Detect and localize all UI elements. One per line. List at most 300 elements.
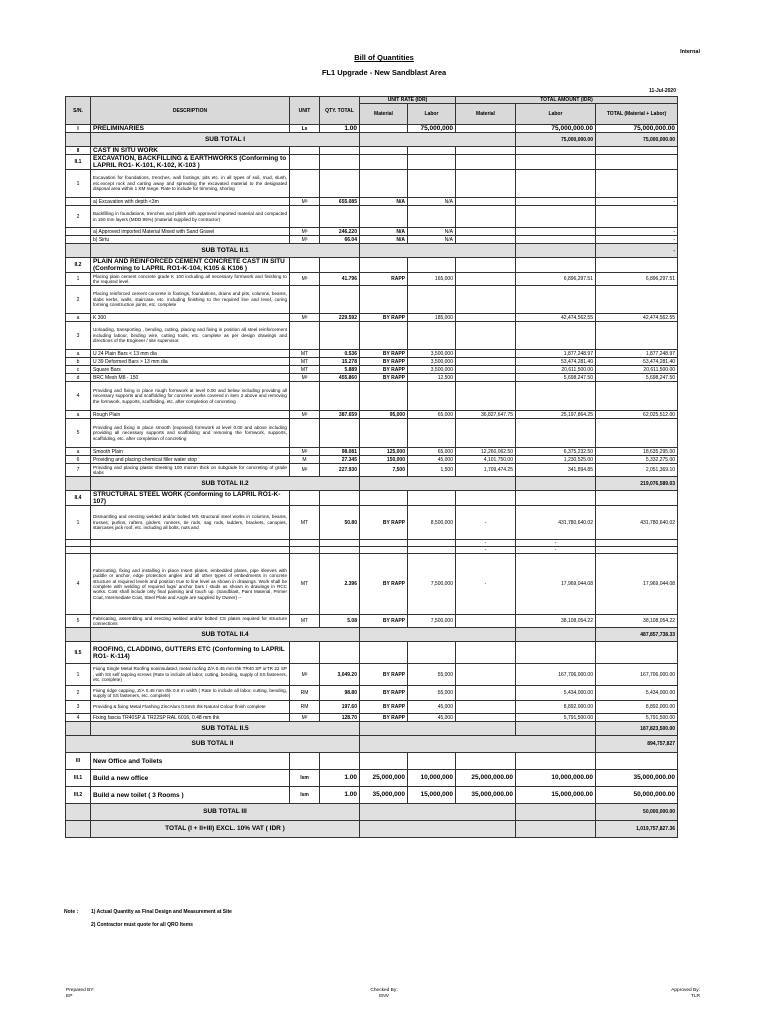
row-qty: 655.085 xyxy=(320,198,360,206)
row-amount-labor xyxy=(516,258,596,273)
row-rate-material: RAPP xyxy=(360,273,408,286)
subtotal-row xyxy=(66,804,678,821)
row-unit: M² xyxy=(290,464,320,477)
row-rate-material xyxy=(360,382,408,411)
classification-label: Internal xyxy=(680,49,700,55)
col-amount-material: Material xyxy=(456,104,516,125)
row-amount-labor: 42,474,562.55 xyxy=(516,314,596,322)
row-amount-total: 35,000,000.00 xyxy=(596,770,678,787)
row-amount-labor: 5,791,500.00 xyxy=(516,714,596,722)
table-row xyxy=(66,147,678,155)
row-rate-material: BY RAPP xyxy=(360,366,408,374)
col-total-amount: TOTAL AMOUNT (IDR) xyxy=(456,97,678,104)
row-rate-labor xyxy=(408,540,456,547)
row-amount-material: 25,000,000.00 xyxy=(456,770,516,787)
row-rate-material: 95,000 xyxy=(360,411,408,419)
row-description: Providing and fixing in place smooth (exposed) formwork at level 0.00 and above including providing all necessary supports and scaffolding and removing the formwork, supports, scaffolding, etc. after completion of concreting xyxy=(91,419,290,448)
row-unit: MT xyxy=(290,350,320,358)
note-2: 2) Contractor must quote for all QRO Items xyxy=(91,922,193,928)
row-description xyxy=(91,547,290,554)
row-rate-material: N/A xyxy=(360,198,408,206)
row-amount-labor: 5,698,247.50 xyxy=(516,374,596,382)
row-amount-total xyxy=(596,206,678,228)
table-row xyxy=(66,419,678,448)
table-row xyxy=(66,314,678,322)
row-rate-labor: 45,000 xyxy=(408,714,456,722)
checked-by-label: Checked By: xyxy=(370,988,398,993)
row-rate-labor xyxy=(408,147,456,155)
row-qty xyxy=(320,206,360,228)
subtotal-amount: - xyxy=(596,244,678,258)
row-unit: M³ xyxy=(290,273,320,286)
row-qty: 128.70 xyxy=(320,714,360,722)
row-amount-material: 1,709,474.25 xyxy=(456,464,516,477)
row-amount-total: 17,969,044.08 xyxy=(596,554,678,615)
row-number: 4 xyxy=(66,714,91,722)
col-qty: QTY. TOTAL xyxy=(320,97,360,125)
row-rate-labor xyxy=(408,547,456,554)
row-number: 2 xyxy=(66,686,91,701)
row-rate-labor: 65,000 xyxy=(408,448,456,456)
row-number: b xyxy=(66,358,91,366)
subtotal-label: SUB TOTAL II.5 xyxy=(91,722,360,736)
row-rate-material: BY RAPP xyxy=(360,374,408,382)
row-qty: 27.345 xyxy=(320,456,360,464)
row-qty: 197.60 xyxy=(320,701,360,714)
row-unit: MT xyxy=(290,506,320,540)
row-rate-labor: 15,000,000 xyxy=(408,787,456,804)
table-row xyxy=(66,273,678,286)
subtotal-amount: 487,857,738.33 xyxy=(596,628,678,642)
row-description: Providing & fixing Metal Flashing ZincAlum 0.5mm thk Natural Colour finish complete xyxy=(91,701,290,714)
row-amount-labor: 10,000,000.00 xyxy=(516,770,596,787)
row-amount-material xyxy=(456,350,516,358)
row-unit xyxy=(290,382,320,411)
row-amount-labor: 341,894.85 xyxy=(516,464,596,477)
subtotal-empty-cell xyxy=(360,736,596,753)
row-amount-total: 6,896,297.51 xyxy=(596,273,678,286)
row-amount-material xyxy=(456,206,516,228)
row-description: Fixing Single Metal Roofing noninsulated, metal roofing Z/A 0.45 mm thk TR40 SP orTR 22 SP , with SS self tapping screws (Rate to include all labor, cutting, bending, supply of SS fasteners, etc. complete) xyxy=(91,664,290,686)
row-number: 1 xyxy=(66,273,91,286)
row-description: New Office and Toilets xyxy=(91,753,290,770)
row-rate-labor xyxy=(408,382,456,411)
row-unit xyxy=(290,258,320,273)
subtotal-row xyxy=(66,133,678,147)
row-amount-labor: 38,108,054.22 xyxy=(516,615,596,628)
row-unit xyxy=(290,170,320,198)
row-rate-labor xyxy=(408,491,456,506)
row-qty: 3,049.20 xyxy=(320,664,360,686)
table-row xyxy=(66,540,678,547)
row-qty: 98.081 xyxy=(320,448,360,456)
table-row xyxy=(66,753,678,770)
row-amount-total: - xyxy=(596,236,678,244)
row-qty xyxy=(320,147,360,155)
row-description: Providing and fixing in place rough formwork at level 0.00 and below including providing all necessary supports and scaffolding for concrete works covered in item 2 above and removing the formwork, supports, scaffolding, etc. after completion of concreting xyxy=(91,382,290,411)
table-row xyxy=(66,286,678,314)
table-row xyxy=(66,170,678,198)
row-amount-labor: - xyxy=(516,540,596,547)
row-rate-labor: 185,000 xyxy=(408,314,456,322)
row-description: STRUCTURAL STEEL WORK (Conforming to LAPRIL RO1-K-107) xyxy=(91,491,290,506)
subtotal-empty-cell xyxy=(66,821,91,838)
row-amount-labor: 75,000,000.00 xyxy=(516,125,596,133)
subtotal-empty-cell xyxy=(66,477,91,491)
row-amount-material xyxy=(456,701,516,714)
subtotal-labor-amount xyxy=(516,244,596,258)
row-amount-total xyxy=(596,258,678,273)
row-amount-material: - xyxy=(456,547,516,554)
note-label: Note : xyxy=(64,909,79,915)
row-qty xyxy=(320,547,360,554)
document-subtitle: FL1 Upgrade - New Sandblast Area xyxy=(321,68,447,77)
row-qty xyxy=(320,322,360,350)
subtotal-label: TOTAL (I + II+III) EXCL. 10% VAT ( IDR ) xyxy=(91,821,360,838)
row-amount-total xyxy=(596,491,678,506)
row-description: Build a new toilet ( 3 Rooms ) xyxy=(91,787,290,804)
row-number: d xyxy=(66,374,91,382)
table-row xyxy=(66,228,678,236)
row-unit xyxy=(290,547,320,554)
row-qty: 98.80 xyxy=(320,686,360,701)
row-rate-labor: 45,000 xyxy=(408,701,456,714)
row-number: I xyxy=(66,125,91,133)
row-description: U 24 Plain Bars < 13 mm dia xyxy=(91,350,290,358)
row-number xyxy=(66,228,91,236)
row-unit xyxy=(290,540,320,547)
row-rate-material xyxy=(360,147,408,155)
approved-by-block xyxy=(671,988,700,1000)
subtotal-row xyxy=(66,736,678,753)
row-amount-labor xyxy=(516,147,596,155)
row-amount-total xyxy=(596,540,678,547)
row-rate-labor xyxy=(408,258,456,273)
subtotal-label: SUB TOTAL II.4 xyxy=(91,628,360,642)
subtotal-empty-cell xyxy=(360,804,516,821)
row-rate-labor: 55,000 xyxy=(408,686,456,701)
row-rate-labor: 165,000 xyxy=(408,273,456,286)
row-amount-total: 42,474,562.55 xyxy=(596,314,678,322)
row-description: Backfilling in foundations, trenches and plinth with approved imported material and compacted in 150 mm layers (MDD 95%) (material supplied by contractor) xyxy=(91,206,290,228)
row-amount-material xyxy=(456,198,516,206)
row-qty xyxy=(320,382,360,411)
row-number: III.2 xyxy=(66,787,91,804)
row-rate-material: BY RAPP xyxy=(360,714,408,722)
row-rate-labor: N/A xyxy=(408,236,456,244)
row-amount-labor xyxy=(516,155,596,170)
row-amount-total xyxy=(596,147,678,155)
row-qty: 50.80 xyxy=(320,506,360,540)
row-qty: 5.08 xyxy=(320,615,360,628)
row-rate-material xyxy=(360,419,408,448)
row-rate-material: BY RAPP xyxy=(360,615,408,628)
col-unit-rate: UNIT RATE (IDR) xyxy=(360,97,456,104)
row-amount-material xyxy=(456,228,516,236)
row-qty: 1.00 xyxy=(320,125,360,133)
row-amount-total: 50,000,000.00 xyxy=(596,787,678,804)
row-amount-total: 167,706,000.00 xyxy=(596,664,678,686)
row-amount-labor xyxy=(516,753,596,770)
row-description: ROOFING, CLADDING, GUTTERS ETC (Conforming to LAPRIL RO1- K-114) xyxy=(91,642,290,664)
row-rate-labor: 10,000,000 xyxy=(408,770,456,787)
row-amount-material xyxy=(456,236,516,244)
row-number: III xyxy=(66,753,91,770)
subtotal-empty-cell xyxy=(66,628,91,642)
row-rate-labor: 3,500,000 xyxy=(408,366,456,374)
row-qty: 2.396 xyxy=(320,554,360,615)
row-description: Dismantling and erecting welded and/or bolted MS structural steel works in columns, beams, trusses, purlins, rafters, girders, runners, tie rods, sag rods, ladders, brackets, canopies, staircases jack roof, etc. including all bolts, nuts and xyxy=(91,506,290,540)
row-rate-labor xyxy=(408,155,456,170)
row-description: U 39 Deformed Bars > 13 mm dia xyxy=(91,358,290,366)
row-amount-material xyxy=(456,170,516,198)
subtotal-empty-cell xyxy=(360,722,516,736)
row-amount-labor: 6,375,232.50 xyxy=(516,448,596,456)
row-unit xyxy=(290,419,320,448)
row-unit xyxy=(290,491,320,506)
row-number: 1 xyxy=(66,664,91,686)
row-rate-material xyxy=(360,547,408,554)
row-rate-labor: 75,000,000 xyxy=(408,125,456,133)
row-rate-labor: N/A xyxy=(408,198,456,206)
row-amount-labor: 15,000,000.00 xyxy=(516,787,596,804)
row-qty xyxy=(320,642,360,664)
row-unit: lsm xyxy=(290,770,320,787)
table-row xyxy=(66,358,678,366)
subtotal-empty-cell xyxy=(66,722,91,736)
row-rate-labor: 12,500 xyxy=(408,374,456,382)
row-amount-labor xyxy=(516,236,596,244)
row-amount-total: 1,877,248.97 xyxy=(596,350,678,358)
row-amount-labor: 5,434,000.00 xyxy=(516,686,596,701)
row-amount-labor: 1,230,525.00 xyxy=(516,456,596,464)
row-amount-material: 35,000,000.00 xyxy=(456,787,516,804)
row-unit: M² xyxy=(290,448,320,456)
row-amount-total: 38,108,054.22 xyxy=(596,615,678,628)
row-number xyxy=(66,236,91,244)
row-unit: MT xyxy=(290,366,320,374)
row-amount-material xyxy=(456,366,516,374)
row-amount-material xyxy=(456,714,516,722)
subtotal-row xyxy=(66,477,678,491)
row-amount-total: 431,780,640.02 xyxy=(596,506,678,540)
table-row xyxy=(66,350,678,358)
row-unit: MT xyxy=(290,554,320,615)
table-row xyxy=(66,615,678,628)
row-amount-total: 20,611,500.00 xyxy=(596,366,678,374)
row-description: Fabricating, fixing and installing in place Insert plates, embedded plates, pipe sleeves with puddle or anchor, edge protection angles and all other types of embedments in concrete structure at required levels and position true to line level as shown in drawings. Work shall be complete with welding of required lugs/ anchor bars / studs as shown in drawings in RCC works. Cost shall include only final painting and touch up. (Sandblast, Paint Material, Primer Coat, Intermediate Coat, Steel Plate and Angle are supplied by Owner) -- xyxy=(91,554,290,615)
row-number: 5 xyxy=(66,419,91,448)
row-amount-labor: 53,474,281.40 xyxy=(516,358,596,366)
row-rate-material xyxy=(360,642,408,664)
row-amount-total xyxy=(596,155,678,170)
table-row xyxy=(66,770,678,787)
row-amount-labor: 1,877,248.97 xyxy=(516,350,596,358)
row-qty: 15.278 xyxy=(320,358,360,366)
row-amount-material xyxy=(456,491,516,506)
row-amount-total: 5,434,000.00 xyxy=(596,686,678,701)
row-number: a xyxy=(66,314,91,322)
row-rate-labor xyxy=(408,170,456,198)
row-number: 4 xyxy=(66,382,91,411)
row-rate-material: 7,500 xyxy=(360,464,408,477)
col-sn: S/N. xyxy=(66,97,91,125)
row-qty: 246.220 xyxy=(320,228,360,236)
col-amount-labor: Labor xyxy=(516,104,596,125)
row-unit: M² xyxy=(290,664,320,686)
row-qty: 229.592 xyxy=(320,314,360,322)
row-amount-labor xyxy=(516,382,596,411)
row-rate-labor: 8,500,000 xyxy=(408,506,456,540)
row-amount-material xyxy=(456,258,516,273)
row-amount-labor: 6,896,297.51 xyxy=(516,273,596,286)
row-description: PLAIN AND REINFORCED CEMENT CONCRETE CAST IN SITU (Conforming to LAPRIL RO1-K-104, K105 & K106 ) xyxy=(91,258,290,273)
row-unit: lsm xyxy=(290,787,320,804)
subtotal-row xyxy=(66,244,678,258)
row-qty: 387.659 xyxy=(320,411,360,419)
table-row xyxy=(66,714,678,722)
row-amount-labor xyxy=(516,642,596,664)
subtotal-label: SUB TOTAL III xyxy=(91,804,360,821)
row-amount-material xyxy=(456,419,516,448)
row-amount-total: 75,000,000.00 xyxy=(596,125,678,133)
row-rate-material: BY RAPP xyxy=(360,314,408,322)
row-amount-labor xyxy=(516,286,596,314)
row-number: a xyxy=(66,411,91,419)
table-row xyxy=(66,456,678,464)
row-number: 4 xyxy=(66,554,91,615)
subtotal-labor-amount xyxy=(516,722,596,736)
table-row xyxy=(66,198,678,206)
row-amount-material xyxy=(456,358,516,366)
row-qty: 1.00 xyxy=(320,770,360,787)
row-rate-material xyxy=(360,206,408,228)
col-unit: UNIT xyxy=(290,97,320,125)
table-row xyxy=(66,382,678,411)
col-rate-labor: Labor xyxy=(408,104,456,125)
row-rate-material: BY RAPP xyxy=(360,358,408,366)
row-rate-labor: 3,500,000 xyxy=(408,358,456,366)
subtotal-labor-amount xyxy=(516,628,596,642)
row-number: II.4 xyxy=(66,491,91,506)
row-rate-labor: 45,000 xyxy=(408,456,456,464)
row-amount-material xyxy=(456,273,516,286)
row-rate-material xyxy=(360,540,408,547)
row-number: II.1 xyxy=(66,155,91,170)
row-qty xyxy=(320,155,360,170)
subtotal-label: SUB TOTAL I xyxy=(91,133,360,147)
subtotal-empty-cell xyxy=(66,244,91,258)
row-number: 3 xyxy=(66,701,91,714)
table-row xyxy=(66,236,678,244)
row-description: b) Sirtu xyxy=(91,236,290,244)
row-rate-material: 150,000 xyxy=(360,456,408,464)
row-amount-total xyxy=(596,547,678,554)
row-rate-labor: 55,000 xyxy=(408,664,456,686)
row-amount-material: 36,827,647.75 xyxy=(456,411,516,419)
row-number: a xyxy=(66,448,91,456)
row-number xyxy=(66,198,91,206)
row-amount-material xyxy=(456,642,516,664)
row-amount-material xyxy=(456,664,516,686)
row-amount-material xyxy=(456,686,516,701)
row-amount-material xyxy=(456,374,516,382)
row-amount-labor xyxy=(516,170,596,198)
row-number: 2 xyxy=(66,206,91,228)
row-amount-total: 18,635,295.00 xyxy=(596,448,678,456)
row-amount-material xyxy=(456,155,516,170)
row-amount-labor: 431,780,640.02 xyxy=(516,506,596,540)
row-amount-labor: 17,969,044.08 xyxy=(516,554,596,615)
row-unit: M³ xyxy=(290,228,320,236)
row-unit: M³ xyxy=(290,198,320,206)
row-amount-labor: 25,197,864.25 xyxy=(516,411,596,419)
row-amount-material: - xyxy=(456,554,516,615)
row-amount-material: 4,101,750.00 xyxy=(456,456,516,464)
subtotal-empty-cell xyxy=(360,821,516,838)
row-amount-material xyxy=(456,286,516,314)
row-number: II.2 xyxy=(66,258,91,273)
row-amount-total xyxy=(596,642,678,664)
row-unit: M² xyxy=(290,411,320,419)
row-rate-material: BY RAPP xyxy=(360,350,408,358)
row-qty xyxy=(320,419,360,448)
row-amount-total: 2,051,369.10 xyxy=(596,464,678,477)
prepared-by-label: Prepared BY: xyxy=(66,988,95,993)
row-qty: 5.889 xyxy=(320,366,360,374)
row-rate-material: BY RAPP xyxy=(360,701,408,714)
row-description: PRELIMINARIES xyxy=(91,125,290,133)
row-unit: M xyxy=(290,456,320,464)
row-rate-labor: 65,000 xyxy=(408,411,456,419)
row-amount-material: - xyxy=(456,540,516,547)
col-rate-material: Material xyxy=(360,104,408,125)
row-unit xyxy=(290,753,320,770)
table-row xyxy=(66,547,678,554)
row-number: III.1 xyxy=(66,770,91,787)
row-amount-material xyxy=(456,147,516,155)
subtotal-empty-cell xyxy=(360,244,516,258)
row-unit xyxy=(290,147,320,155)
document-date: 11-Jul-2020 xyxy=(649,88,676,94)
row-amount-labor xyxy=(516,322,596,350)
table-row xyxy=(66,686,678,701)
row-amount-material xyxy=(456,322,516,350)
row-rate-material: BY RAPP xyxy=(360,686,408,701)
row-description: Placing plain cement concrete grade K 100 including all necessary formwork and finishing to the required level. xyxy=(91,273,290,286)
subtotal-amount: 187,823,500.00 xyxy=(596,722,678,736)
row-rate-material xyxy=(360,258,408,273)
subtotal-labor-amount: 75,000,000.00 xyxy=(516,133,596,147)
row-rate-labor: 3,500,000 xyxy=(408,350,456,358)
checked-by-value: ENV xyxy=(379,994,389,999)
row-number xyxy=(66,540,91,547)
col-description: DESCRIPTION xyxy=(91,97,290,125)
row-amount-material xyxy=(456,314,516,322)
row-qty: 41.796 xyxy=(320,273,360,286)
row-amount-labor xyxy=(516,419,596,448)
row-rate-material xyxy=(360,491,408,506)
row-qty xyxy=(320,540,360,547)
subtotal-empty-cell xyxy=(360,628,516,642)
row-rate-material: N/A xyxy=(360,228,408,236)
subtotal-amount: 75,000,000.00 xyxy=(596,133,678,147)
row-amount-material: 12,260,062.50 xyxy=(456,448,516,456)
row-amount-total xyxy=(596,419,678,448)
subtotal-amount: 50,000,000.00 xyxy=(596,804,678,821)
row-rate-material: 35,000,000 xyxy=(360,787,408,804)
row-rate-material: BY RAPP xyxy=(360,506,408,540)
